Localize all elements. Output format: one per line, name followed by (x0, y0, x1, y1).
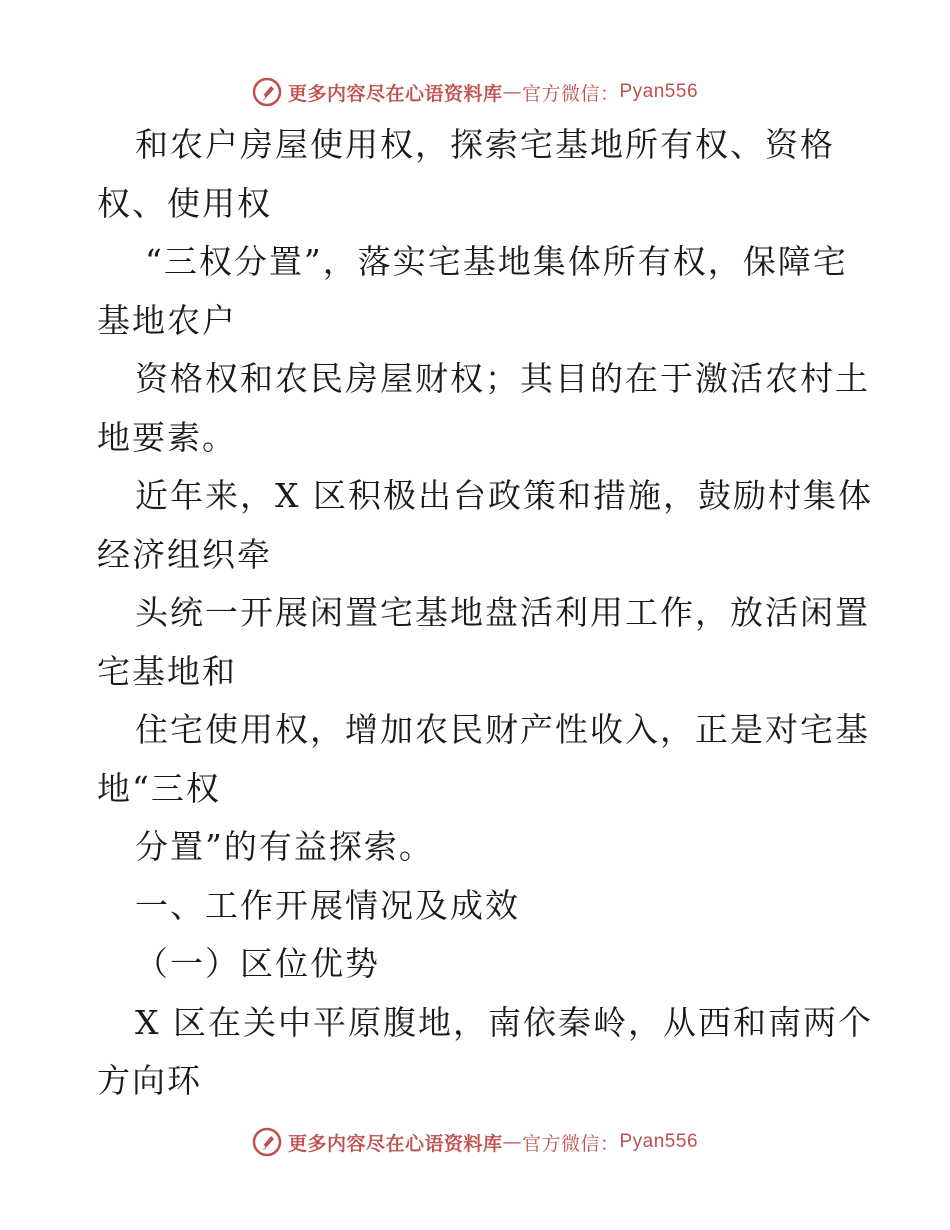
watermark-dash: — (502, 1131, 522, 1153)
pen-nib-logo-icon (252, 77, 282, 107)
header-watermark (0, 72, 950, 112)
text-line: “三权分置”，落实宅基地集体所有权，保障宅 (145, 242, 848, 281)
text-line: 近年来，X 区积极出台政策和措施，鼓励村集体 (135, 476, 873, 515)
watermark-id-text: Pyan556 (619, 1131, 699, 1152)
text-line: 分置”的有益探索。 (135, 827, 434, 866)
text-line: 住宅使用权，增加农民财产性收入，正是对宅基 (135, 710, 870, 749)
text-line: 头统一开展闲置宅基地盘活利用工作，放活闲置 (135, 593, 870, 632)
text-line: （一）区位优势 (135, 944, 380, 983)
watermark-dash: — (502, 81, 522, 103)
watermark-id-text: Pyan556 (619, 81, 699, 102)
text-line: 和农户房屋使用权，探索宅基地所有权、资格 (135, 125, 835, 164)
watermark-sub-text: 官方微信： (521, 82, 620, 105)
text-line: 地“三权 (97, 768, 221, 808)
text-line: 经济组织牵 (97, 534, 272, 574)
text-line: 地要素。 (97, 417, 237, 457)
watermark-main-text: 更多内容尽在心语资料库 (287, 1132, 503, 1155)
text-line: 宅基地和 (97, 651, 237, 691)
text-line: 资格权和农民房屋财权；其目的在于激活农村土 (135, 359, 870, 398)
pen-nib-logo-icon (252, 1127, 282, 1157)
footer-watermark (0, 1122, 950, 1162)
text-line: 方向环 (97, 1061, 202, 1100)
text-line: 一、工作开展情况及成效 (135, 885, 520, 925)
text-line: 基地农户 (97, 300, 237, 340)
text-line: X 区在关中平原腹地，南依秦岭，从西和南两个 (135, 1002, 873, 1042)
watermark-main-text: 更多内容尽在心语资料库 (287, 82, 503, 105)
watermark-sub-text: 官方微信： (521, 1132, 620, 1155)
document-body (97, 116, 873, 1111)
text-line: 权、使用权 (97, 183, 272, 223)
